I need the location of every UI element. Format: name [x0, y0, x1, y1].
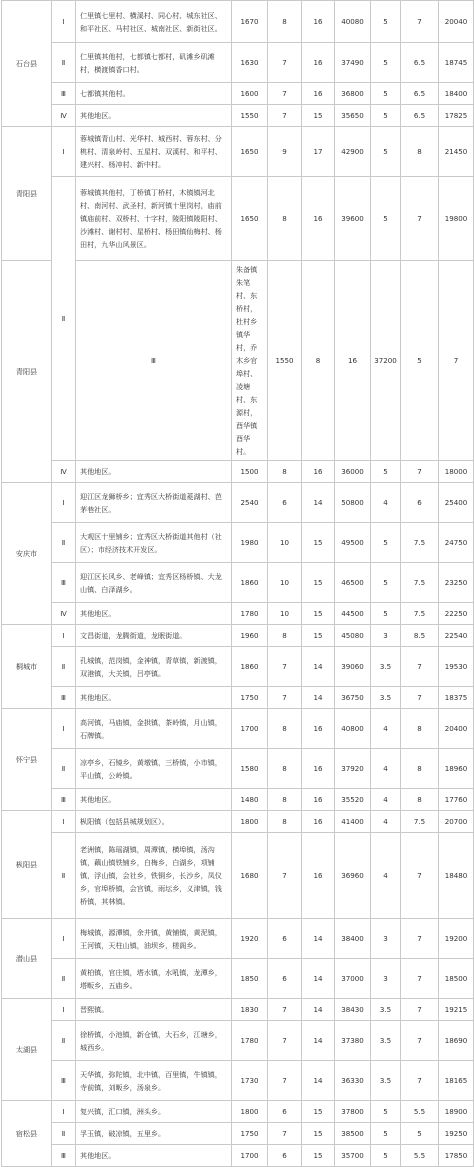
value-cell: 1730 [232, 1061, 268, 1101]
level-cell: Ⅱ [52, 959, 76, 999]
value-cell: 15 [302, 105, 335, 127]
value-cell: 6 [268, 919, 302, 959]
value-cell: 7 [401, 999, 439, 1021]
level-cell: Ⅲ [52, 1145, 76, 1167]
value-cell: 5 [401, 261, 439, 461]
table-row [2, 709, 474, 749]
area-cell: 七都镇其他村。 [76, 83, 232, 105]
land-price-table [1, 0, 474, 1167]
value-cell: 16 [302, 1, 335, 43]
value-cell: 25400 [439, 483, 474, 523]
table-row [2, 483, 474, 523]
value-cell: 18480 [439, 833, 474, 919]
value-cell: 1600 [232, 83, 268, 105]
value-cell: 5 [371, 523, 401, 563]
value-cell: 36000 [335, 461, 371, 483]
value-cell: 7 [439, 261, 474, 461]
table-row [2, 1101, 474, 1123]
table-body [2, 1, 474, 1167]
county-cell: 枞阳县 [2, 811, 52, 919]
value-cell: 19530 [439, 647, 474, 687]
area-cell: 其他地区。 [76, 461, 232, 483]
value-cell: 14 [302, 999, 335, 1021]
value-cell: 7 [268, 687, 302, 709]
value-cell: 5 [371, 177, 401, 261]
area-cell: 黄柏镇，官庄镇，塔水镇，水吼镇，龙潭乡，塔畈乡，五庙乡。 [76, 959, 232, 999]
value-cell: 7 [401, 1021, 439, 1061]
value-cell: 5 [401, 1123, 439, 1145]
county-cell: 潜山县 [2, 919, 52, 999]
area-cell: 孔城镇，范岗镇，金神镇，青草镇，新渡镇，双港镇，大关镇，吕亭镇。 [76, 647, 232, 687]
value-cell: 7 [268, 1123, 302, 1145]
value-cell: 7 [268, 1021, 302, 1061]
value-cell: 16 [302, 811, 335, 833]
value-cell: 1800 [232, 811, 268, 833]
value-cell: 37920 [335, 749, 371, 789]
table-row [2, 563, 474, 603]
table-row [2, 833, 474, 919]
area-cell: 孚玉镇，破凉镇，五里乡。 [76, 1123, 232, 1145]
county-cell: 安庆市 [2, 483, 52, 625]
area-cell: 迎江区长风乡、老峰镇；宜秀区杨桥镇、大龙山镇、白泽湖乡。 [76, 563, 232, 603]
value-cell: 1500 [232, 461, 268, 483]
value-cell: 18375 [439, 687, 474, 709]
value-cell: 44500 [335, 603, 371, 625]
table-row [2, 647, 474, 687]
value-cell: 15 [302, 625, 335, 647]
level-cell: Ⅰ [52, 483, 76, 523]
value-cell: 8 [268, 789, 302, 811]
value-cell: 1550 [232, 105, 268, 127]
value-cell: 7 [401, 919, 439, 959]
value-cell: 16 [302, 709, 335, 749]
value-cell: 3.5 [371, 999, 401, 1021]
value-cell: 15 [302, 1145, 335, 1167]
county-cell: 太湖县 [2, 999, 52, 1101]
value-cell: 1830 [232, 999, 268, 1021]
value-cell: 7 [401, 1, 439, 43]
level-cell: Ⅱ [52, 1021, 76, 1061]
value-cell: 4 [371, 749, 401, 789]
value-cell: 6.5 [401, 83, 439, 105]
value-cell: 7 [268, 999, 302, 1021]
value-cell: 16 [302, 461, 335, 483]
value-cell: 1780 [232, 603, 268, 625]
value-cell: 7 [401, 687, 439, 709]
table-row [2, 1061, 474, 1101]
value-cell: 21450 [439, 127, 474, 177]
value-cell: 8 [401, 709, 439, 749]
value-cell: 37380 [335, 1021, 371, 1061]
value-cell: 7 [268, 833, 302, 919]
value-cell: 7 [401, 177, 439, 261]
level-cell: Ⅰ [52, 919, 76, 959]
value-cell: 17850 [439, 1145, 474, 1167]
value-cell: 8 [302, 261, 335, 461]
value-cell: 40800 [335, 709, 371, 749]
table-row [2, 959, 474, 999]
value-cell: 17825 [439, 105, 474, 127]
value-cell: 3.5 [371, 1061, 401, 1101]
table-row [2, 1021, 474, 1061]
area-cell: 徐桥镇，小池镇，新仓镇，大石乡，江塘乡，城西乡。 [76, 1021, 232, 1061]
table-row [2, 625, 474, 647]
level-cell: Ⅱ [52, 833, 76, 919]
area-cell: 蓉城镇其他村，丁桥镇丁桥村，木镇镇河北村、南河村、武圣村，新河镇十里岗村，庙前镇庙前村、双桥村、十字村，陵阳镇陵阳村、沙滩村、谢村村、星桥村、杨田镇仙梅村、杨田村，九华山风景区。 [76, 177, 232, 261]
value-cell: 16 [302, 83, 335, 105]
value-cell: 7.5 [401, 603, 439, 625]
value-cell: 22250 [439, 603, 474, 625]
table-row [2, 603, 474, 625]
area-cell: 文昌街道，龙腾街道，龙眠街道。 [76, 625, 232, 647]
value-cell: 1700 [232, 709, 268, 749]
value-cell: 5 [371, 105, 401, 127]
value-cell: 6.5 [401, 105, 439, 127]
county-cell: 桐城市 [2, 625, 52, 709]
value-cell: 1700 [232, 1145, 268, 1167]
value-cell: 5.5 [401, 1145, 439, 1167]
value-cell: 5 [371, 1, 401, 43]
value-cell: 38430 [335, 999, 371, 1021]
value-cell: 20400 [439, 709, 474, 749]
value-cell: 14 [302, 483, 335, 523]
table-row [2, 789, 474, 811]
value-cell: 1680 [232, 833, 268, 919]
table-row [2, 461, 474, 483]
level-cell: Ⅲ [52, 789, 76, 811]
county-cell: 宿松县 [2, 1101, 52, 1167]
value-cell: 5 [371, 563, 401, 603]
value-cell: 8 [401, 789, 439, 811]
table-row [2, 749, 474, 789]
level-cell: Ⅲ [52, 687, 76, 709]
value-cell: 1980 [232, 523, 268, 563]
value-cell: 7 [268, 647, 302, 687]
value-cell: 4 [371, 789, 401, 811]
value-cell: 5 [371, 1123, 401, 1145]
value-cell: 5.5 [401, 1101, 439, 1123]
value-cell: 41400 [335, 811, 371, 833]
value-cell: 1860 [232, 563, 268, 603]
table-row [2, 1, 474, 43]
value-cell: 6 [268, 1101, 302, 1123]
value-cell: 8 [268, 811, 302, 833]
county-cell: 青阳县 [2, 261, 52, 483]
value-cell: 7 [401, 959, 439, 999]
value-cell: 7.5 [401, 811, 439, 833]
level-cell: Ⅰ [52, 811, 76, 833]
table-row [2, 523, 474, 563]
area-cell: 高河镇，马庙镇，金拱镇，茶岭镇，月山镇，石牌镇。 [76, 709, 232, 749]
level-cell: Ⅰ [52, 625, 76, 647]
level-cell: Ⅱ [52, 647, 76, 687]
value-cell: 6 [268, 1145, 302, 1167]
area-cell: 凉亭乡，石镜乡，黄墩镇，三桥镇，小市镇，平山镇，公岭镇。 [76, 749, 232, 789]
county-cell: 怀宁县 [2, 709, 52, 811]
value-cell: 15 [302, 603, 335, 625]
value-cell: 14 [302, 919, 335, 959]
area-cell: 晋熙镇。 [76, 999, 232, 1021]
level-cell: Ⅳ [52, 603, 76, 625]
value-cell: 4 [371, 833, 401, 919]
value-cell: 3 [371, 959, 401, 999]
table-row [2, 811, 474, 833]
area-cell: 其他地区。 [76, 105, 232, 127]
area-cell: 朱备镇朱笔村、东桥村，杜村乡镇华村，乔木乡官埠村、凌塘村、东源村，酉华镇酉华村。 [232, 261, 268, 461]
value-cell: 18400 [439, 83, 474, 105]
level-cell: Ⅰ [52, 127, 76, 177]
area-cell: 其他地区。 [76, 603, 232, 625]
value-cell: 18900 [439, 1101, 474, 1123]
area-cell: 其他地区。 [76, 687, 232, 709]
value-cell: 17 [302, 127, 335, 177]
value-cell: 22540 [439, 625, 474, 647]
value-cell: 23250 [439, 563, 474, 603]
value-cell: 3 [371, 625, 401, 647]
value-cell: 39060 [335, 647, 371, 687]
value-cell: 10 [268, 603, 302, 625]
value-cell: 7 [401, 1061, 439, 1101]
value-cell: 19250 [439, 1123, 474, 1145]
level-cell: Ⅱ [52, 177, 76, 461]
area-cell: 大观区十里铺乡；宜秀区大桥街道其他村（社区）；市经济技术开发区。 [76, 523, 232, 563]
table-row [2, 177, 474, 261]
value-cell: 6 [401, 483, 439, 523]
value-cell: 8 [401, 749, 439, 789]
value-cell: 19200 [439, 919, 474, 959]
county-cell: 石台县 [2, 1, 52, 127]
area-cell: 梅城镇，源潭镇，余井镇，黄铺镇，黄泥镇，王河镇，天柱山镇，油坝乡，槎阁乡。 [76, 919, 232, 959]
value-cell: 5 [371, 1101, 401, 1123]
value-cell: 7 [268, 105, 302, 127]
value-cell: 8 [268, 461, 302, 483]
value-cell: 38500 [335, 1123, 371, 1145]
value-cell: 6 [268, 959, 302, 999]
value-cell: 9 [268, 127, 302, 177]
value-cell: 7.5 [401, 563, 439, 603]
table-row [2, 687, 474, 709]
value-cell: 6.5 [401, 43, 439, 83]
value-cell: 36800 [335, 83, 371, 105]
value-cell: 5 [371, 1145, 401, 1167]
value-cell: 14 [302, 959, 335, 999]
value-cell: 1550 [268, 261, 302, 461]
value-cell: 1650 [232, 177, 268, 261]
level-cell: Ⅲ [52, 563, 76, 603]
value-cell: 18000 [439, 461, 474, 483]
table-row [2, 919, 474, 959]
area-cell: 迎江区龙狮桥乡；宜秀区大桥街道菱湖村、芭茅巷社区。 [76, 483, 232, 523]
value-cell: 18960 [439, 749, 474, 789]
value-cell: 16 [302, 43, 335, 83]
table-row [2, 1123, 474, 1145]
value-cell: 7.5 [401, 523, 439, 563]
value-cell: 10 [268, 563, 302, 603]
value-cell: 1650 [232, 127, 268, 177]
area-cell: 复兴镇，汇口镇，洲头乡。 [76, 1101, 232, 1123]
level-cell: Ⅳ [52, 461, 76, 483]
value-cell: 5 [371, 127, 401, 177]
value-cell: 19800 [439, 177, 474, 261]
value-cell: 14 [302, 647, 335, 687]
value-cell: 18690 [439, 1021, 474, 1061]
value-cell: 37000 [335, 959, 371, 999]
value-cell: 5 [371, 43, 401, 83]
value-cell: 8.5 [401, 625, 439, 647]
area-cell: 仁里镇其他村，七都镇七都村，矶滩乡矶滩村，横渡镇香口村。 [76, 43, 232, 83]
level-cell: Ⅲ [52, 1061, 76, 1101]
value-cell: 1630 [232, 43, 268, 83]
level-cell: Ⅱ [52, 749, 76, 789]
level-cell: Ⅰ [52, 1, 76, 43]
value-cell: 2540 [232, 483, 268, 523]
value-cell: 1780 [232, 1021, 268, 1061]
table-row [2, 83, 474, 105]
value-cell: 1920 [232, 919, 268, 959]
value-cell: 16 [302, 177, 335, 261]
value-cell: 7 [268, 83, 302, 105]
value-cell: 3 [371, 919, 401, 959]
value-cell: 1750 [232, 1123, 268, 1145]
value-cell: 15 [302, 1123, 335, 1145]
value-cell: 17760 [439, 789, 474, 811]
value-cell: 24750 [439, 523, 474, 563]
value-cell: 3.5 [371, 687, 401, 709]
value-cell: 8 [268, 1, 302, 43]
area-cell: 枞阳镇（包括县城规划区）。 [76, 811, 232, 833]
value-cell: 37490 [335, 43, 371, 83]
value-cell: 5 [371, 461, 401, 483]
area-cell: 天华镇，弥陀镇，北中镇，百里镇，牛镇镇，寺前镇，刘畈乡，汤泉乡。 [76, 1061, 232, 1101]
value-cell: 16 [302, 789, 335, 811]
value-cell: 40080 [335, 1, 371, 43]
table-row [2, 105, 474, 127]
value-cell: 16 [302, 833, 335, 919]
value-cell: 19215 [439, 999, 474, 1021]
table-row [2, 1145, 474, 1167]
value-cell: 5 [371, 603, 401, 625]
value-cell: 20700 [439, 811, 474, 833]
value-cell: 36960 [335, 833, 371, 919]
table-row [2, 127, 474, 177]
value-cell: 7 [401, 647, 439, 687]
value-cell: 14 [302, 1061, 335, 1101]
value-cell: 15 [302, 563, 335, 603]
area-cell: 其他地区。 [76, 1145, 232, 1167]
value-cell: 3.5 [371, 1021, 401, 1061]
value-cell: 50800 [335, 483, 371, 523]
value-cell: 8 [268, 709, 302, 749]
area-cell: 其他地区。 [76, 789, 232, 811]
value-cell: 1480 [232, 789, 268, 811]
area-cell: 仁里镇七里村、横溪村、同心村、城东社区、和平社区、马村社区、城南社区、新街社区。 [76, 1, 232, 43]
level-cell: Ⅱ [52, 523, 76, 563]
value-cell: 8 [268, 177, 302, 261]
value-cell: 8 [401, 127, 439, 177]
value-cell: 7 [268, 43, 302, 83]
value-cell: 39600 [335, 177, 371, 261]
value-cell: 8 [268, 749, 302, 789]
value-cell: 8 [268, 625, 302, 647]
level-cell: Ⅰ [52, 999, 76, 1021]
value-cell: 15 [302, 523, 335, 563]
level-cell: Ⅰ [52, 709, 76, 749]
level-cell: Ⅱ [52, 1123, 76, 1145]
table-row [2, 43, 474, 83]
value-cell: 38400 [335, 919, 371, 959]
county-cell: 青阳县 [2, 127, 52, 261]
value-cell: 1580 [232, 749, 268, 789]
level-cell: Ⅰ [52, 1101, 76, 1123]
area-cell: 老洲镇，陈瑶湖镇，周潭镇，横埠镇，汤沟镇，藕山镇铁铺乡，白梅乡，白湖乡，项铺镇，浮山镇，会社乡，铁铜乡，长沙乡，凤仪乡，官埠桥镇，会宫镇，雨坛乡，义津镇，钱桥镇，其林镇。 [76, 833, 232, 919]
value-cell: 3.5 [371, 647, 401, 687]
value-cell: 1850 [232, 959, 268, 999]
value-cell: 15 [302, 1101, 335, 1123]
value-cell: 18165 [439, 1061, 474, 1101]
value-cell: 7 [401, 461, 439, 483]
value-cell: 49500 [335, 523, 371, 563]
value-cell: 37200 [371, 261, 401, 461]
value-cell: 6 [268, 483, 302, 523]
level-cell: Ⅲ [76, 261, 232, 461]
value-cell: 35650 [335, 105, 371, 127]
value-cell: 1750 [232, 687, 268, 709]
value-cell: 4 [371, 811, 401, 833]
value-cell: 1960 [232, 625, 268, 647]
value-cell: 10 [268, 523, 302, 563]
value-cell: 14 [302, 1021, 335, 1061]
value-cell: 18745 [439, 43, 474, 83]
value-cell: 4 [371, 709, 401, 749]
value-cell: 5 [371, 83, 401, 105]
value-cell: 45080 [335, 625, 371, 647]
value-cell: 1860 [232, 647, 268, 687]
value-cell: 20040 [439, 1, 474, 43]
level-cell: Ⅳ [52, 105, 76, 127]
value-cell: 16 [302, 749, 335, 789]
value-cell: 1670 [232, 1, 268, 43]
value-cell: 16 [335, 261, 371, 461]
value-cell: 36330 [335, 1061, 371, 1101]
table-row [2, 999, 474, 1021]
value-cell: 42900 [335, 127, 371, 177]
value-cell: 37800 [335, 1101, 371, 1123]
value-cell: 35520 [335, 789, 371, 811]
value-cell: 7 [401, 833, 439, 919]
value-cell: 4 [371, 483, 401, 523]
level-cell: Ⅲ [52, 83, 76, 105]
area-cell: 蓉城镇青山村、光华村、城西村、蓉东村、分桃村、清泉岭村、五星村、双溪村、和平村、建兴村、杨冲村、新中村。 [76, 127, 232, 177]
level-cell: Ⅱ [52, 43, 76, 83]
value-cell: 7 [268, 1061, 302, 1101]
value-cell: 36750 [335, 687, 371, 709]
value-cell: 14 [302, 687, 335, 709]
value-cell: 1800 [232, 1101, 268, 1123]
value-cell: 46500 [335, 563, 371, 603]
value-cell: 18500 [439, 959, 474, 999]
value-cell: 35700 [335, 1145, 371, 1167]
